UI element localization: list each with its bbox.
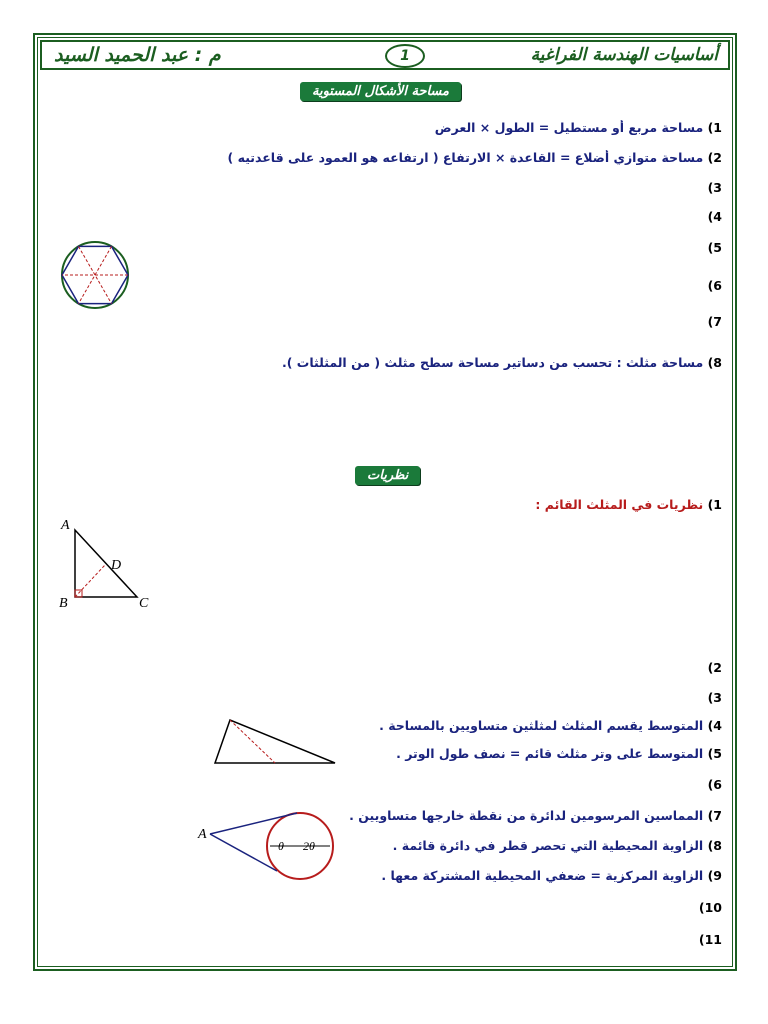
hexagon-figure (55, 240, 135, 310)
theorem-item-number: 1) (707, 497, 722, 512)
header-title: أساسيات الهندسة الفراغية (530, 45, 718, 65)
header-author: م : عبد الحميد السيد (54, 44, 221, 66)
page-header (40, 40, 730, 70)
theorem-item-number: 9) (707, 868, 722, 883)
area-item (46, 150, 722, 165)
theorem-item-number: 4) (707, 718, 722, 733)
theorem-item-number: 11) (698, 932, 722, 947)
area-item-number: 7) (707, 314, 722, 329)
theorem-item (46, 868, 722, 883)
two-theta-label: 2θ (303, 839, 315, 853)
area-item-number: 4) (707, 209, 722, 224)
area-item-number: 3) (707, 180, 722, 195)
area-item-number: 5) (707, 240, 722, 255)
theta-label: θ (278, 839, 284, 853)
circle-tangents-figure (195, 808, 345, 883)
theorem-item-text: المتوسط على وتر مثلث قائم = نصف طول الوتر . (396, 746, 704, 761)
label-A: A (61, 518, 70, 533)
theorem-item-number: 6) (707, 777, 722, 792)
circle-label-A: A (198, 827, 207, 842)
area-item-number: 2) (707, 150, 722, 165)
theorem-item-number: 8) (707, 838, 722, 853)
area-item (46, 180, 722, 195)
area-item (46, 355, 722, 370)
median-triangle-figure (210, 715, 340, 770)
areas-section-badge: مساحة الأشكال المستوية (300, 82, 461, 101)
theorem-item-number: 3) (707, 690, 722, 705)
theorem-item-text: الزاوية المركزية = ضعفي المحيطية المشتركة معها . (381, 868, 704, 883)
area-item-text: مساحة متوازي أضلاع = القاعدة × الارتفاع ( ارتفاعه هو العمود على قاعدتيه ) (227, 150, 704, 165)
area-item (46, 120, 722, 135)
theorem-item-number: 2) (707, 660, 722, 675)
theorem-item-text: المتوسط يقسم المثلث لمثلثين متساويين بالمساحة . (379, 718, 704, 733)
theorems-section-badge: نظريات (355, 466, 420, 485)
theorem-item (46, 838, 722, 853)
label-C: C (139, 596, 149, 611)
theorem-item (46, 932, 722, 947)
theorem-item-text: الزاوية المحيطية التي تحصر قطر في دائرة قائمة . (392, 838, 704, 853)
theorem-item (46, 746, 722, 761)
theorem-item-number: 7) (707, 808, 722, 823)
area-item-text: مساحة مثلث : تحسب من دساتير مساحة سطح مثلث ( من المثلثات ). (281, 355, 704, 370)
theorem-item (46, 660, 722, 675)
area-item-number: 8) (707, 355, 722, 370)
area-item (46, 209, 722, 224)
theorem-item-number: 10) (698, 900, 722, 915)
theorem-item (46, 497, 722, 512)
theorem-item (46, 900, 722, 915)
page-number: 1 (385, 44, 425, 68)
theorem-item-text: نظريات في المثلث القائم : (535, 497, 704, 512)
area-item (46, 278, 722, 293)
theorem-item (46, 690, 722, 705)
area-item (46, 314, 722, 329)
theorem-item (46, 808, 722, 823)
area-item-text: مساحة مربع أو مستطيل = الطول × العرض (434, 120, 704, 135)
area-item-number: 1) (707, 120, 722, 135)
right-triangle-figure (55, 515, 155, 615)
label-B: B (59, 596, 68, 611)
theorem-item (46, 777, 722, 792)
area-item-number: 6) (707, 278, 722, 293)
theorem-item-number: 5) (707, 746, 722, 761)
theorem-item (46, 718, 722, 733)
area-item (46, 240, 722, 255)
theorem-item-text: المماسين المرسومين لدائرة من نقطة خارجها متساويين . (349, 808, 704, 823)
label-D: D (111, 558, 122, 573)
